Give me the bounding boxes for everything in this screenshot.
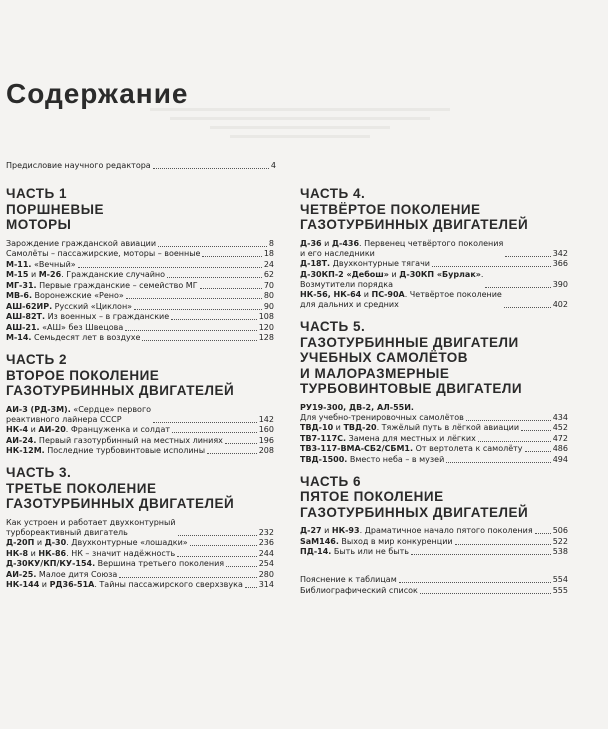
entry-page-number: 160 — [258, 425, 274, 434]
part-label: ЧАСТЬ 4. — [300, 186, 366, 201]
entry-engine-name: РУ19-300, ДВ-2, АЛ-55И. — [300, 402, 414, 412]
entry-text: РУ19-300, ДВ-2, АЛ-55И. Для учебно-тренировочных самолётов — [300, 402, 464, 422]
preface-page: 4 — [270, 161, 276, 170]
entry-engine-name: Д-20П — [6, 538, 35, 547]
entry-text: Пояснение к таблицам — [300, 575, 397, 584]
entry-text: ТВ7-117С. Замена для местных и лёгких — [300, 433, 476, 443]
dot-leader — [411, 554, 551, 555]
dot-leader — [420, 593, 551, 594]
entry-page-number: 506 — [552, 526, 568, 535]
dot-leader — [153, 161, 269, 169]
entry-text: М-11. «Вечный» — [6, 259, 76, 269]
entry-text: АШ-21. «АШ» без Швецова — [6, 322, 124, 332]
toc-entry[interactable] — [6, 323, 274, 333]
toc-entry[interactable] — [6, 425, 274, 435]
entry-page-number: 70 — [263, 280, 274, 290]
entry-engine-name: ТВ3-117-ВМА-СБ2/СБМ1. — [300, 444, 414, 453]
entry-page-number: 390 — [552, 279, 568, 289]
entry-page-number: 128 — [258, 333, 274, 342]
toc-entry[interactable] — [6, 249, 274, 259]
entry-text: АШ-62ИР. Русский «Циклон» — [6, 301, 133, 311]
dot-leader — [171, 319, 257, 320]
toc-entry[interactable] — [300, 290, 568, 310]
dot-leader — [142, 340, 256, 341]
entry-page-number: 80 — [263, 291, 274, 300]
entry-page-number: 8 — [268, 238, 274, 248]
entry-text: ТВД-10 и ТВД-20. Тяжёлый путь в лёгкой авиации — [300, 423, 520, 432]
toc-entry[interactable] — [6, 570, 274, 580]
dot-leader — [158, 246, 267, 247]
toc-entry[interactable] — [300, 575, 568, 585]
dot-leader — [202, 256, 261, 257]
entry-engine-name: М-26 — [38, 270, 62, 279]
entry-page-number: 254 — [258, 559, 274, 568]
part-title: ГАЗОТУРБИННЫЕ ДВИГАТЕЛИ УЧЕБНЫХ САМОЛЁТОВ И МАЛОРАЗМЕРНЫЕ ТУРБОВИНТОВЫЕ ДВИГАТЕЛИ — [300, 334, 523, 396]
toc-entry[interactable] — [300, 526, 568, 536]
part-title: ВТОРОЕ ПОКОЛЕНИЕ ГАЗОТУРБИННЫХ ДВИГАТЕЛЕЙ — [6, 367, 235, 398]
entry-engine-name: ПС-90А — [371, 290, 405, 299]
toc-entry[interactable] — [6, 291, 274, 301]
entry-engine-name: М-14. — [6, 333, 32, 342]
entry-text: М-14. Семьдесят лет в воздухе — [6, 333, 141, 342]
toc-entry[interactable] — [6, 333, 274, 343]
entry-page-number: 236 — [258, 538, 274, 547]
entry-text: НК-8 и НК-86. НК – значит надёжность — [6, 548, 176, 558]
part-title: ПЯТОЕ ПОКОЛЕНИЕ ГАЗОТУРБИННЫХ ДВИГАТЕЛЕЙ — [300, 489, 529, 520]
entry-text: SaM146. Выход в мир конкуренции — [300, 536, 453, 546]
entry-page-number: 402 — [552, 300, 568, 309]
dot-leader — [535, 533, 551, 534]
dot-leader — [432, 266, 551, 267]
part-label: ЧАСТЬ 1 — [6, 186, 68, 201]
toc-part — [6, 352, 274, 456]
entry-text: НК-12М. Последние турбовинтовые исполины — [6, 446, 206, 455]
entry-engine-name: РД36-51А — [49, 580, 95, 589]
toc-part — [6, 186, 274, 343]
toc-entry[interactable] — [6, 260, 274, 270]
entry-text: НК-56, НК-64 и ПС-90А. Четвёртое поколение для дальних и средних — [300, 290, 502, 309]
dot-leader — [478, 441, 551, 442]
dot-leader — [78, 267, 262, 268]
entry-text: МГ-31. Первые гражданские – семейство МГ — [6, 280, 198, 290]
entry-text: Библиографический список — [300, 585, 418, 595]
entry-engine-name: НК-8 — [6, 548, 29, 558]
entry-text: Д-18Т. Двухконтурные тягачи — [300, 259, 430, 268]
entry-text: ПД-14. Быть или не быть — [300, 547, 409, 556]
entry-page-number: 62 — [263, 270, 274, 279]
dot-leader — [485, 287, 550, 288]
toc-entry[interactable] — [6, 281, 274, 291]
entry-engine-name: НК-93 — [331, 526, 360, 535]
toc-entry[interactable] — [300, 434, 568, 444]
entry-page-number: 314 — [258, 580, 274, 589]
entry-engine-name: Д-36 — [300, 238, 322, 248]
entry-engine-name: ТВ7-117С. — [300, 433, 347, 443]
entry-text: Зарождение гражданской авиации — [6, 238, 157, 248]
entry-text: АИ-3 (РД-3М). «Сердце» первого реактивного лайнера СССР — [6, 404, 152, 424]
toc-part — [300, 186, 568, 310]
dot-leader — [153, 422, 257, 423]
entry-text: Д-20П и Д-30. Двухконтурные «лошадки» — [6, 538, 188, 547]
entry-engine-name: АШ-82Т. — [6, 312, 46, 321]
entry-page-number: 244 — [258, 548, 274, 558]
entry-engine-name: ПД-14. — [300, 547, 332, 556]
entry-page-number: 522 — [552, 536, 568, 546]
dot-leader — [178, 535, 257, 536]
entry-page-number: 280 — [258, 569, 274, 579]
dot-leader — [226, 566, 257, 567]
ghost-text-lines — [150, 108, 450, 144]
toc-entry[interactable] — [300, 423, 568, 433]
entry-text: Как устроен и работает двухконтурный турбореактивный двигатель — [6, 517, 176, 537]
entry-text: АШ-82Т. Из военных – в гражданские — [6, 312, 170, 321]
dot-leader — [455, 544, 551, 545]
dot-leader — [504, 307, 551, 308]
toc-part — [300, 319, 568, 465]
entry-page-number: 494 — [552, 454, 568, 464]
entry-text: Д-36 и Д-436. Первенец четвёртого поколения и его наследники — [300, 238, 504, 258]
dot-leader — [134, 309, 262, 310]
entry-page-number: 486 — [552, 444, 568, 453]
entry-page-number: 554 — [552, 575, 568, 584]
entry-engine-name: Д-30 — [44, 538, 67, 547]
entry-page-number: 90 — [263, 301, 274, 311]
entry-text: М-15 и М-26. Гражданские случайно — [6, 270, 166, 279]
dot-leader — [200, 288, 262, 289]
entry-page-number: 434 — [552, 412, 568, 422]
entry-text: МВ-6. Воронежские «Рено» — [6, 291, 124, 300]
entry-engine-name: Д-30КП «Бурлак» — [399, 269, 481, 279]
entry-text: ТВ3-117-ВМА-СБ2/СБМ1. От вертолета к самолёту — [300, 444, 523, 453]
entry-engine-name: Д-18Т. — [300, 259, 331, 268]
toc-entry[interactable] — [6, 518, 274, 538]
entry-text: Самолёты – пассажирские, моторы – военные — [6, 249, 201, 258]
dot-leader — [125, 330, 256, 331]
entry-engine-name: АШ-21. — [6, 322, 40, 332]
toc-entry[interactable] — [6, 580, 274, 590]
appendix-entries — [300, 575, 568, 596]
entry-text: Д-30КП-2 «Дебош» и Д-30КП «Бурлак». Возмутители порядка — [300, 269, 484, 289]
toc-entry[interactable] — [300, 403, 568, 423]
entry-engine-name: АИ-25. — [6, 569, 37, 579]
part-label: ЧАСТЬ 2 — [6, 352, 68, 367]
toc-entry[interactable] — [300, 270, 568, 290]
entry-engine-name: Д-436 — [331, 238, 360, 248]
toc-entry[interactable] — [6, 446, 274, 456]
entry-text: ТВД-1500. Вместо неба – в музей — [300, 454, 445, 464]
entry-engine-name: МГ-31. — [6, 280, 37, 290]
toc-entry[interactable] — [6, 549, 274, 559]
dot-leader — [466, 420, 551, 421]
part-label: ЧАСТЬ 6 — [300, 473, 362, 489]
entry-page-number: 555 — [552, 585, 568, 595]
entry-engine-name: АИ-20 — [38, 425, 66, 434]
entry-engine-name: МВ-6. — [6, 291, 32, 300]
toc-entry[interactable] — [6, 559, 274, 569]
dot-leader — [172, 432, 257, 433]
part-label: ЧАСТЬ 5. — [300, 319, 366, 334]
left-column — [6, 186, 274, 599]
entry-page-number: 108 — [258, 312, 274, 321]
entry-page-number: 120 — [258, 322, 274, 332]
dot-leader — [505, 256, 550, 257]
toc-entry[interactable] — [300, 547, 568, 557]
entry-engine-name: АИ-3 (РД-3М). — [6, 404, 71, 414]
entry-engine-name: НК-144 — [6, 580, 40, 589]
entry-page-number: 142 — [258, 414, 274, 424]
entry-engine-name: НК-4 — [6, 425, 29, 434]
part-title: ЧЕТВЁРТОЕ ПОКОЛЕНИЕ ГАЗОТУРБИННЫХ ДВИГАТЕЛЕЙ — [300, 201, 529, 232]
toc-entry[interactable] — [6, 302, 274, 312]
dot-leader — [126, 298, 262, 299]
toc-entry[interactable] — [300, 537, 568, 547]
toc-part — [6, 465, 274, 590]
entry-engine-name: НК-12М. — [6, 446, 45, 455]
entry-text: НК-144 и РД36-51А. Тайны пассажирского сверхзвука — [6, 580, 243, 589]
toc-entry[interactable] — [300, 455, 568, 465]
toc-entry[interactable] — [300, 239, 568, 259]
dot-leader — [521, 430, 551, 431]
entry-page-number: 538 — [552, 547, 568, 556]
entry-page-number: 452 — [552, 423, 568, 432]
entry-engine-name: НК-56, НК-64 — [300, 290, 362, 299]
entry-page-number: 472 — [552, 433, 568, 443]
toc-entry[interactable] — [6, 436, 274, 446]
entry-text: АИ-24. Первый газотурбинный на местных линиях — [6, 435, 223, 445]
dot-leader — [245, 587, 257, 588]
dot-leader — [399, 582, 551, 583]
entry-text: Д-27 и НК-93. Драматичное начало пятого поколения — [300, 526, 533, 535]
page-title: Содержание — [6, 78, 189, 109]
dot-leader — [446, 462, 550, 463]
toc-entry[interactable] — [6, 270, 274, 280]
entry-engine-name: АШ-62ИР. — [6, 301, 53, 311]
entry-text: АИ-25. Малое дитя Союза — [6, 569, 118, 579]
entry-page-number: 208 — [258, 446, 274, 455]
entry-page-number: 366 — [552, 259, 568, 268]
toc-entry[interactable] — [300, 444, 568, 454]
entry-engine-name: М-11. — [6, 259, 32, 269]
entry-engine-name: ТВД-1500. — [300, 454, 348, 464]
part-title: ТРЕТЬЕ ПОКОЛЕНИЕ ГАЗОТУРБИННЫХ ДВИГАТЕЛЕЙ — [6, 480, 235, 511]
entry-engine-name: НК-86 — [38, 548, 67, 558]
entry-text: Д-30КУ/КП/КУ-154. Вершина третьего поколения — [6, 559, 225, 568]
entry-engine-name: АИ-24. — [6, 435, 37, 445]
entry-engine-name: SaM146. — [300, 536, 339, 546]
part-title: ПОРШНЕВЫЕ МОТОРЫ — [6, 201, 104, 232]
right-column — [300, 186, 568, 596]
entry-engine-name: Д-27 — [300, 526, 322, 535]
entry-page-number: 24 — [263, 259, 274, 269]
toc-entry[interactable] — [300, 259, 568, 269]
toc-entry[interactable] — [6, 538, 274, 548]
entry-page-number: 232 — [258, 527, 274, 537]
dot-leader — [525, 451, 551, 452]
toc-entry[interactable] — [6, 312, 274, 322]
entry-engine-name: Д-30КП-2 «Дебош» — [300, 269, 389, 279]
entry-text: НК-4 и АИ-20. Француженка и солдат — [6, 425, 171, 434]
dot-leader — [119, 577, 256, 578]
entry-engine-name: ТВД-20 — [343, 423, 377, 432]
dot-leader — [177, 556, 257, 557]
part-label: ЧАСТЬ 3. — [6, 465, 72, 480]
dot-leader — [190, 545, 257, 546]
entry-engine-name: М-15 — [6, 270, 29, 279]
toc-part — [300, 474, 568, 558]
toc-entry[interactable] — [300, 586, 568, 596]
entry-engine-name: Д-30КУ/КП/КУ-154. — [6, 559, 96, 568]
entry-engine-name: ТВД-10 — [300, 423, 334, 432]
toc-entry[interactable] — [6, 405, 274, 425]
dot-leader — [207, 453, 257, 454]
dot-leader — [167, 277, 262, 278]
entry-page-number: 196 — [258, 435, 274, 445]
dot-leader — [225, 443, 257, 444]
preface-text: Предисловие научного редактора — [6, 161, 151, 170]
toc-entry[interactable] — [6, 239, 274, 249]
entry-page-number: 18 — [263, 249, 274, 258]
entry-page-number: 342 — [552, 248, 568, 258]
preface-entry[interactable] — [6, 161, 276, 171]
